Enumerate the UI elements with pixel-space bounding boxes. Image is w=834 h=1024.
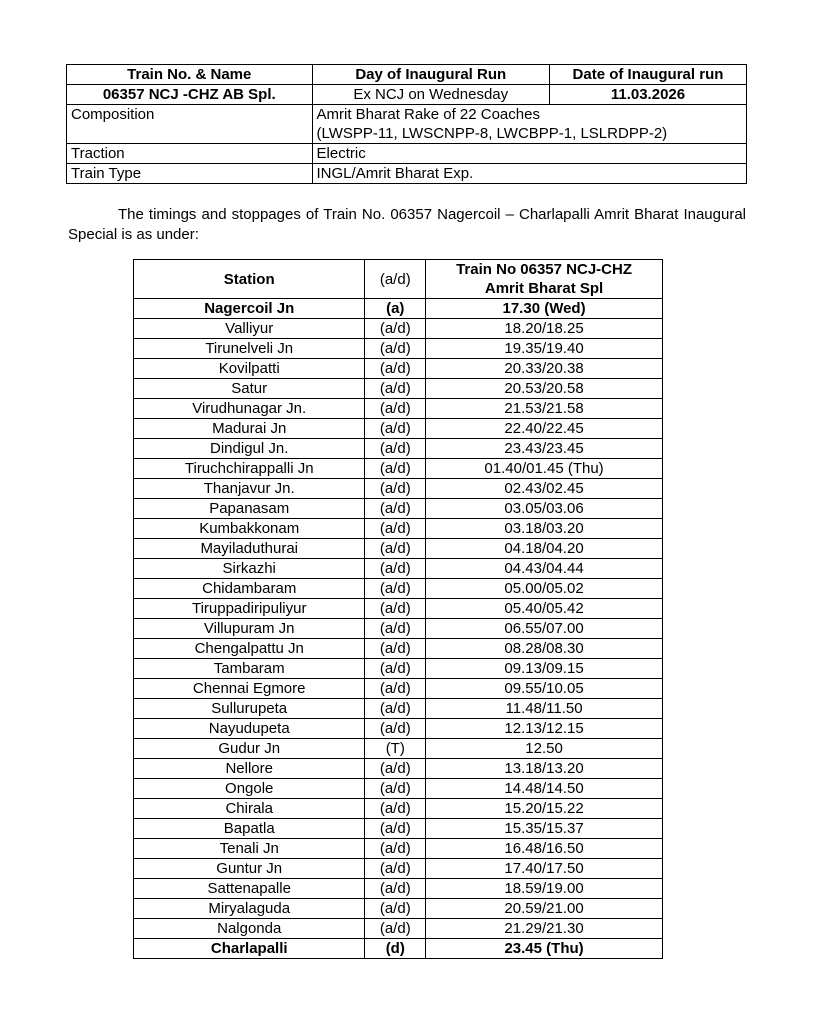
traction-value: Electric bbox=[312, 144, 746, 164]
table-row bbox=[134, 919, 663, 939]
station-cell: Tambaram bbox=[134, 659, 365, 679]
ad-cell: (a/d) bbox=[365, 459, 426, 479]
time-cell: 23.43/23.45 bbox=[426, 439, 663, 459]
station-cell: Sattenapalle bbox=[134, 879, 365, 899]
time-cell: 18.59/19.00 bbox=[426, 879, 663, 899]
time-cell: 06.55/07.00 bbox=[426, 619, 663, 639]
station-cell: Kumbakkonam bbox=[134, 519, 365, 539]
ad-cell: (T) bbox=[365, 739, 426, 759]
header-train-line-2: Amrit Bharat Spl bbox=[484, 280, 604, 297]
time-cell: 04.43/04.44 bbox=[426, 559, 663, 579]
time-cell: 20.33/20.38 bbox=[426, 359, 663, 379]
time-cell: 09.55/10.05 bbox=[426, 679, 663, 699]
composition-line-2: (LWSPP-11, LWSCNPP-8, LWCBPP-1, LSLRDPP-2) bbox=[316, 125, 668, 142]
table-row bbox=[134, 899, 663, 919]
ad-cell: (a/d) bbox=[365, 919, 426, 939]
table-row bbox=[134, 459, 663, 479]
train-type-value: INGL/Amrit Bharat Exp. bbox=[312, 164, 746, 184]
time-cell: 16.48/16.50 bbox=[426, 839, 663, 859]
time-cell: 12.50 bbox=[426, 739, 663, 759]
time-cell: 03.05/03.06 bbox=[426, 499, 663, 519]
composition-label: Composition bbox=[67, 105, 313, 144]
train-info-table bbox=[66, 64, 747, 184]
ad-cell: (a/d) bbox=[365, 659, 426, 679]
station-cell: Dindigul Jn. bbox=[134, 439, 365, 459]
station-cell: Guntur Jn bbox=[134, 859, 365, 879]
table-row bbox=[134, 359, 663, 379]
time-cell: 01.40/01.45 (Thu) bbox=[426, 459, 663, 479]
ad-cell: (d) bbox=[365, 939, 426, 959]
table-row bbox=[134, 799, 663, 819]
table-row bbox=[134, 599, 663, 619]
station-cell: Sirkazhi bbox=[134, 559, 365, 579]
ad-cell: (a/d) bbox=[365, 399, 426, 419]
station-cell: Tiruppadiripuliyur bbox=[134, 599, 365, 619]
traction-row bbox=[67, 144, 747, 164]
station-cell: Ongole bbox=[134, 779, 365, 799]
table-row bbox=[134, 939, 663, 959]
table-row bbox=[134, 819, 663, 839]
ad-cell: (a/d) bbox=[365, 839, 426, 859]
ad-cell: (a/d) bbox=[365, 899, 426, 919]
header-train-name: Train No. & Name bbox=[67, 65, 313, 85]
time-cell: 14.48/14.50 bbox=[426, 779, 663, 799]
table-row bbox=[134, 319, 663, 339]
station-cell: Tiruchchirappalli Jn bbox=[134, 459, 365, 479]
ad-cell: (a/d) bbox=[365, 379, 426, 399]
table-row bbox=[134, 879, 663, 899]
time-cell: 22.40/22.45 bbox=[426, 419, 663, 439]
time-cell: 21.53/21.58 bbox=[426, 399, 663, 419]
station-cell: Chirala bbox=[134, 799, 365, 819]
time-cell: 15.20/15.22 bbox=[426, 799, 663, 819]
station-cell: Villupuram Jn bbox=[134, 619, 365, 639]
station-cell: Papanasam bbox=[134, 499, 365, 519]
time-cell: 13.18/13.20 bbox=[426, 759, 663, 779]
table-row bbox=[134, 699, 663, 719]
table-row bbox=[134, 419, 663, 439]
table-row bbox=[134, 659, 663, 679]
table-row bbox=[134, 519, 663, 539]
ad-cell: (a/d) bbox=[365, 619, 426, 639]
time-cell: 04.18/04.20 bbox=[426, 539, 663, 559]
time-cell: 17.40/17.50 bbox=[426, 859, 663, 879]
ad-cell: (a/d) bbox=[365, 559, 426, 579]
header-inaugural-day: Day of Inaugural Run bbox=[312, 65, 549, 85]
schedule-body bbox=[134, 299, 663, 959]
station-cell: Gudur Jn bbox=[134, 739, 365, 759]
station-cell: Valliyur bbox=[134, 319, 365, 339]
time-cell: 11.48/11.50 bbox=[426, 699, 663, 719]
header-train-line-1: Train No 06357 NCJ-CHZ bbox=[456, 261, 632, 278]
time-cell: 17.30 (Wed) bbox=[426, 299, 663, 319]
table-row bbox=[134, 779, 663, 799]
station-cell: Nellore bbox=[134, 759, 365, 779]
table-row bbox=[134, 619, 663, 639]
table-row bbox=[134, 499, 663, 519]
header-train bbox=[426, 260, 663, 299]
station-cell: Tenali Jn bbox=[134, 839, 365, 859]
ad-cell: (a/d) bbox=[365, 799, 426, 819]
train-type-row bbox=[67, 164, 747, 184]
schedule-table bbox=[133, 259, 663, 959]
table-row bbox=[134, 639, 663, 659]
ad-cell: (a/d) bbox=[365, 639, 426, 659]
composition-line-1: Amrit Bharat Rake of 22 Coaches bbox=[316, 106, 540, 123]
time-cell: 12.13/12.15 bbox=[426, 719, 663, 739]
station-cell: Mayiladuthurai bbox=[134, 539, 365, 559]
train-type-label: Train Type bbox=[67, 164, 313, 184]
ad-cell: (a/d) bbox=[365, 599, 426, 619]
time-cell: 08.28/08.30 bbox=[426, 639, 663, 659]
ad-cell: (a/d) bbox=[365, 419, 426, 439]
ad-cell: (a/d) bbox=[365, 779, 426, 799]
traction-label: Traction bbox=[67, 144, 313, 164]
ad-cell: (a/d) bbox=[365, 699, 426, 719]
header-ad: (a/d) bbox=[365, 260, 426, 299]
table-row bbox=[134, 719, 663, 739]
station-cell: Bapatla bbox=[134, 819, 365, 839]
ad-cell: (a/d) bbox=[365, 339, 426, 359]
info-header-row bbox=[67, 65, 747, 85]
ad-cell: (a/d) bbox=[365, 719, 426, 739]
time-cell: 02.43/02.45 bbox=[426, 479, 663, 499]
time-cell: 05.00/05.02 bbox=[426, 579, 663, 599]
ad-cell: (a/d) bbox=[365, 519, 426, 539]
station-cell: Satur bbox=[134, 379, 365, 399]
table-row bbox=[134, 739, 663, 759]
station-cell: Madurai Jn bbox=[134, 419, 365, 439]
table-row bbox=[134, 839, 663, 859]
inaugural-day: Ex NCJ on Wednesday bbox=[312, 85, 549, 105]
station-cell: Virudhunagar Jn. bbox=[134, 399, 365, 419]
time-cell: 20.53/20.58 bbox=[426, 379, 663, 399]
station-cell: Sullurupeta bbox=[134, 699, 365, 719]
schedule-header-row bbox=[134, 260, 663, 299]
table-row bbox=[134, 759, 663, 779]
ad-cell: (a) bbox=[365, 299, 426, 319]
table-row bbox=[134, 439, 663, 459]
time-cell: 20.59/21.00 bbox=[426, 899, 663, 919]
table-row bbox=[134, 339, 663, 359]
station-cell: Nagercoil Jn bbox=[134, 299, 365, 319]
station-cell: Chidambaram bbox=[134, 579, 365, 599]
ad-cell: (a/d) bbox=[365, 679, 426, 699]
ad-cell: (a/d) bbox=[365, 319, 426, 339]
time-cell: 19.35/19.40 bbox=[426, 339, 663, 359]
ad-cell: (a/d) bbox=[365, 759, 426, 779]
table-row bbox=[134, 399, 663, 419]
table-row bbox=[134, 299, 663, 319]
composition-row bbox=[67, 105, 747, 144]
station-cell: Charlapalli bbox=[134, 939, 365, 959]
station-cell: Kovilpatti bbox=[134, 359, 365, 379]
table-row bbox=[134, 579, 663, 599]
ad-cell: (a/d) bbox=[365, 579, 426, 599]
table-row bbox=[134, 379, 663, 399]
station-cell: Chennai Egmore bbox=[134, 679, 365, 699]
ad-cell: (a/d) bbox=[365, 819, 426, 839]
table-row bbox=[134, 679, 663, 699]
time-cell: 18.20/18.25 bbox=[426, 319, 663, 339]
table-row bbox=[134, 539, 663, 559]
time-cell: 15.35/15.37 bbox=[426, 819, 663, 839]
ad-cell: (a/d) bbox=[365, 359, 426, 379]
time-cell: 03.18/03.20 bbox=[426, 519, 663, 539]
time-cell: 05.40/05.42 bbox=[426, 599, 663, 619]
station-cell: Tirunelveli Jn bbox=[134, 339, 365, 359]
ad-cell: (a/d) bbox=[365, 879, 426, 899]
train-name: 06357 NCJ -CHZ AB Spl. bbox=[67, 85, 313, 105]
ad-cell: (a/d) bbox=[365, 859, 426, 879]
station-cell: Thanjavur Jn. bbox=[134, 479, 365, 499]
composition-value bbox=[312, 105, 746, 144]
table-row bbox=[134, 559, 663, 579]
station-cell: Miryalaguda bbox=[134, 899, 365, 919]
station-cell: Nayudupeta bbox=[134, 719, 365, 739]
time-cell: 09.13/09.15 bbox=[426, 659, 663, 679]
ad-cell: (a/d) bbox=[365, 439, 426, 459]
table-row bbox=[134, 479, 663, 499]
inaugural-date: 11.03.2026 bbox=[549, 85, 746, 105]
station-cell: Chengalpattu Jn bbox=[134, 639, 365, 659]
info-values-row bbox=[67, 85, 747, 105]
header-inaugural-date: Date of Inaugural run bbox=[549, 65, 746, 85]
ad-cell: (a/d) bbox=[365, 539, 426, 559]
station-cell: Nalgonda bbox=[134, 919, 365, 939]
ad-cell: (a/d) bbox=[365, 479, 426, 499]
time-cell: 23.45 (Thu) bbox=[426, 939, 663, 959]
intro-paragraph: The timings and stoppages of Train No. 06357 Nagercoil – Charlapalli Amrit Bharat Inaugural Special is as under: bbox=[68, 206, 746, 243]
time-cell: 21.29/21.30 bbox=[426, 919, 663, 939]
ad-cell: (a/d) bbox=[365, 499, 426, 519]
header-station: Station bbox=[134, 260, 365, 299]
table-row bbox=[134, 859, 663, 879]
